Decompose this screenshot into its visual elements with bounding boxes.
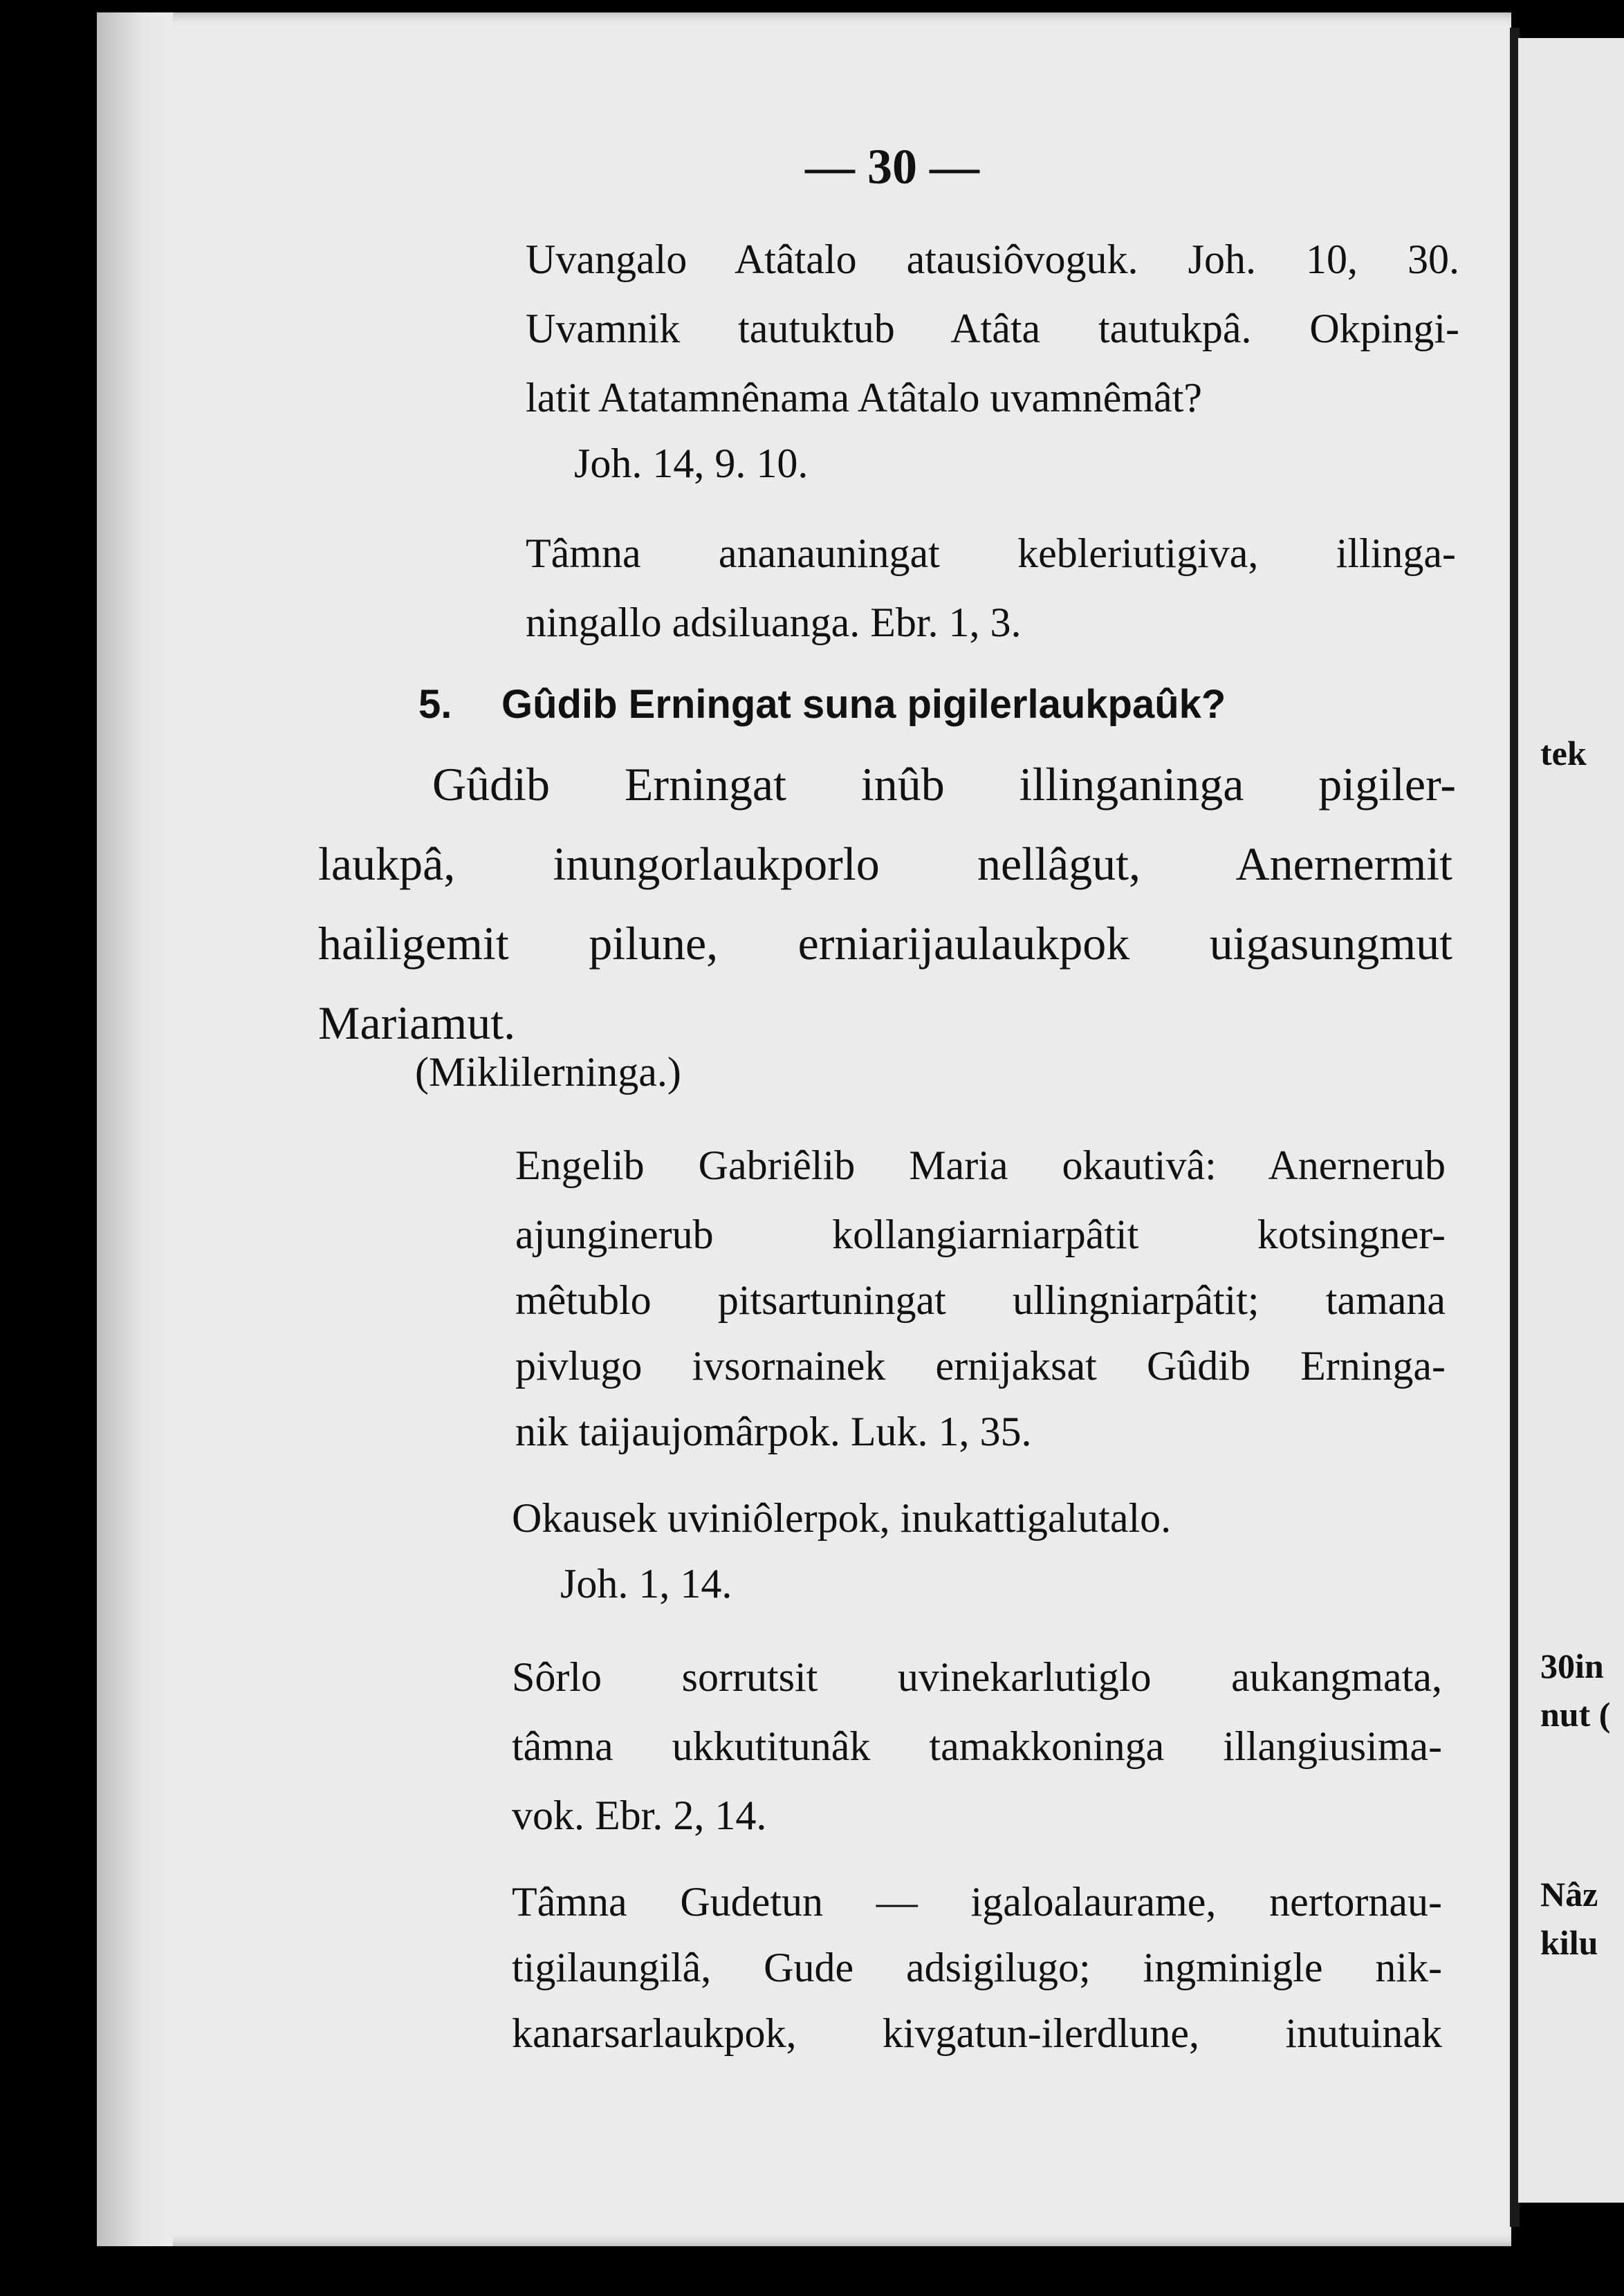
text-line: Okausek uviniôlerpok, inukattigalutalo. — [512, 1495, 1172, 1541]
next-page-fragment: kilu — [1540, 1923, 1598, 1962]
next-page-fragment: nut ( — [1540, 1695, 1611, 1734]
text-line: Tâmna ananauningat kebleriutigiva, illinga- — [526, 530, 1456, 576]
text-line: ningallo adsiluanga. Ebr. 1, 3. — [526, 600, 1022, 645]
page-number: — 30 — — [805, 139, 979, 194]
text-line: Engelib Gabriêlib Maria okautivâ: Anernerub — [515, 1142, 1446, 1188]
text-line: Uvamnik tautuktub Atâta tautukpâ. Okpingi- — [526, 306, 1459, 351]
next-page-fragment: Nâz — [1540, 1875, 1598, 1914]
text-line: Joh. 1, 14. — [560, 1561, 732, 1607]
text-line: Tâmna Gudetun — igaloalaurame, nertornau- — [512, 1879, 1442, 1925]
text-line: nik taijaujomârpok. Luk. 1, 35. — [515, 1409, 1032, 1454]
question-number: 5. — [418, 682, 452, 727]
answer-line: Gûdib Erningat inûb illinganinga pigiler- — [432, 758, 1456, 811]
question-text: Gûdib Erningat suna pigilerlaukpaûk? — [501, 682, 1226, 727]
answer-line: Mariamut. — [318, 997, 516, 1049]
text-line: Sôrlo sorrutsit uvinekarlutiglo aukangmata, — [512, 1654, 1442, 1700]
text-line: Uvangalo Atâtalo atausiôvoguk. Joh. 10, 30. — [526, 237, 1459, 282]
subheading: (Miklilerninga.) — [415, 1049, 681, 1095]
text-line: latit Atatamnênama Atâtalo uvamnêmât? — [526, 375, 1202, 420]
next-page-fragment: 30in — [1540, 1647, 1604, 1685]
text-line: tâmna ukkutitunâk tamakkoninga illangiusima- — [512, 1723, 1442, 1769]
text-line: kanarsarlaukpok, kivgatun-ilerdlune, inutuinak — [512, 2010, 1442, 2056]
text-line: mêtublo pitsartuningat ullingniarpâtit; tamana — [515, 1277, 1446, 1323]
next-page-fragment: tek — [1540, 734, 1587, 772]
text-line: vok. Ebr. 2, 14. — [512, 1793, 767, 1838]
text-line: pivlugo ivsornainek ernijaksat Gûdib Erninga- — [515, 1343, 1446, 1389]
text-line: Joh. 14, 9. 10. — [574, 441, 809, 486]
answer-line: laukpâ, inungorlaukporlo nellâgut, Anernermit — [318, 837, 1452, 890]
answer-line: hailigemit pilune, erniarijaulaukpok uigasungmut — [318, 917, 1452, 970]
text-line: ajunginerub kollangiarniarpâtit kotsingner- — [515, 1212, 1446, 1257]
text-line: tigilaungilâ, Gude adsigilugo; ingminigle nik- — [512, 1945, 1442, 1990]
